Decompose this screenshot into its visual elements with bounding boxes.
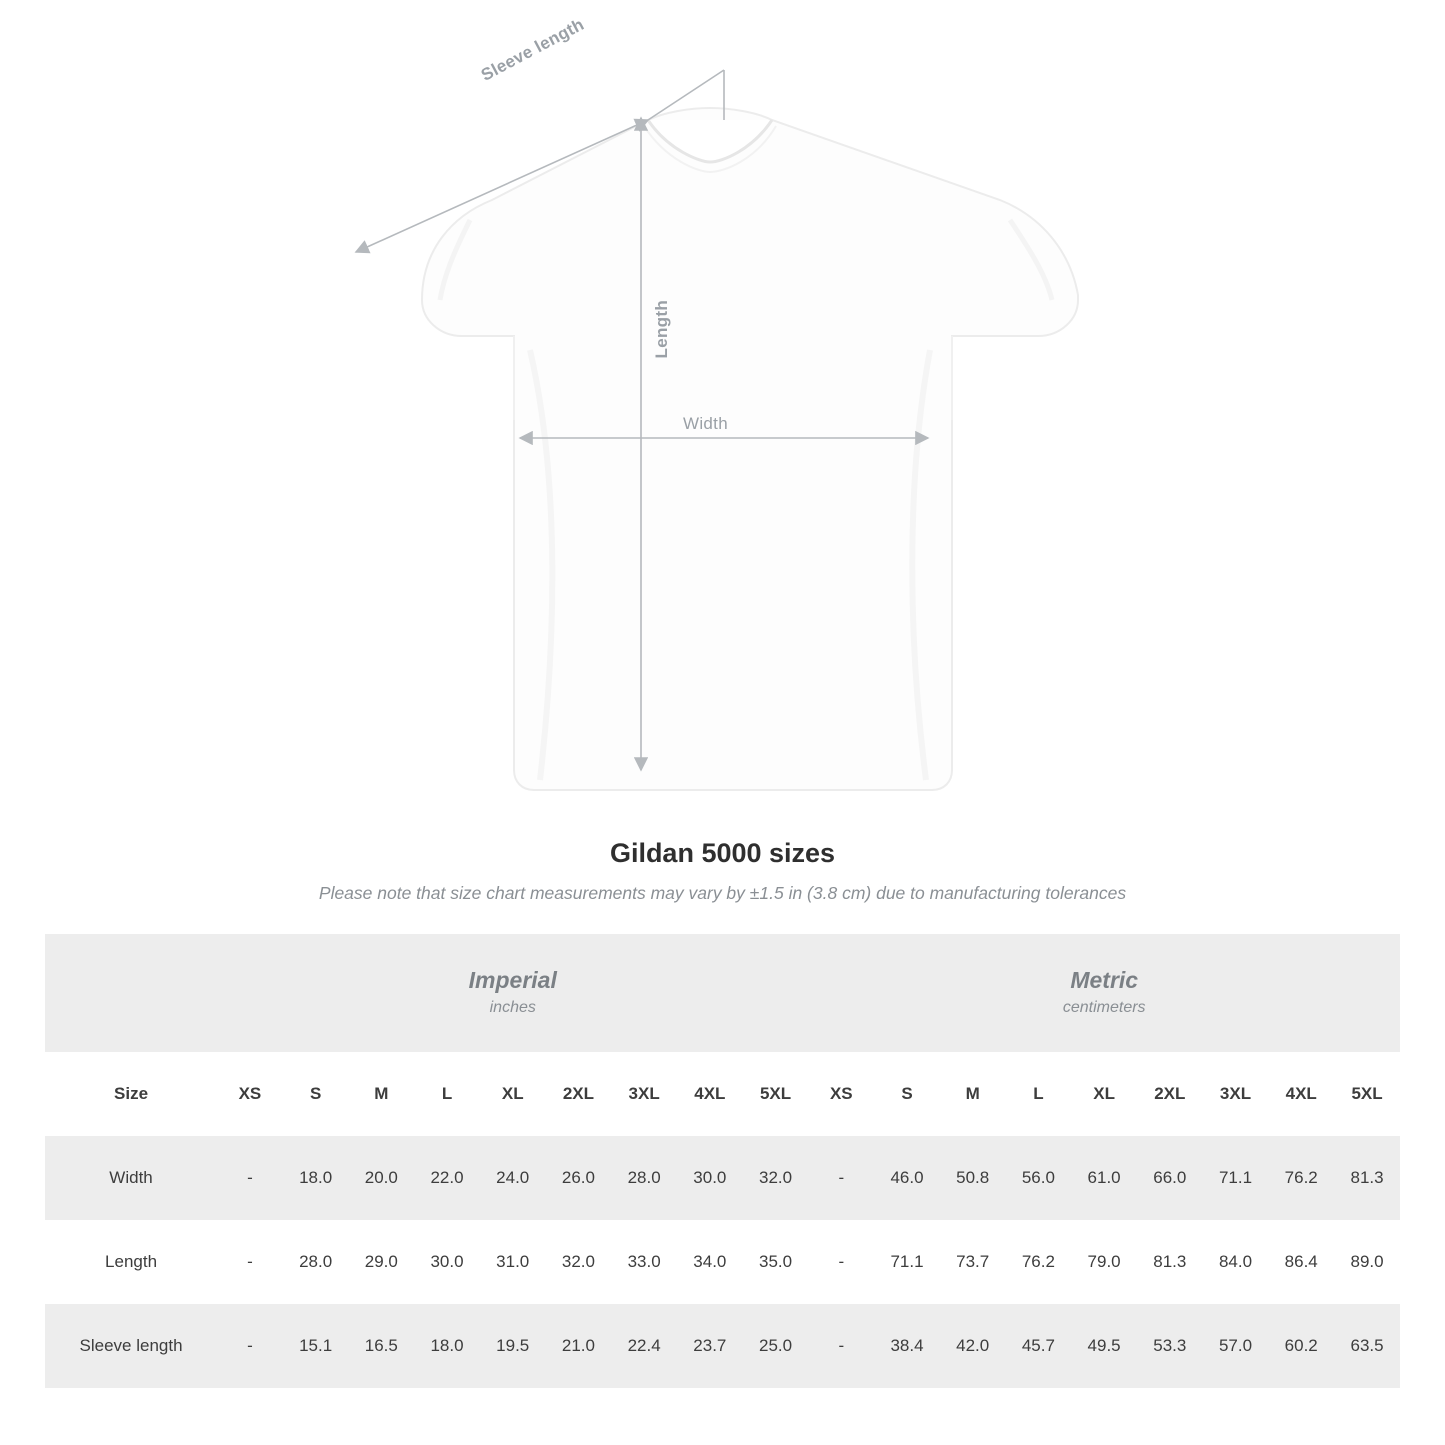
cell-width-imp-4xl: 30.0 <box>677 1136 743 1220</box>
cell-length-met-m: 73.7 <box>940 1220 1006 1304</box>
size-header-met-4xl: 4XL <box>1268 1052 1334 1136</box>
size-header-met-l: L <box>1006 1052 1072 1136</box>
cell-length-imp-2xl: 32.0 <box>546 1220 612 1304</box>
cell-sleeve-met-2xl: 53.3 <box>1137 1304 1203 1388</box>
cell-length-met-3xl: 84.0 <box>1203 1220 1269 1304</box>
cell-width-met-s: 46.0 <box>874 1136 940 1220</box>
cell-width-met-l: 56.0 <box>1006 1136 1072 1220</box>
system-name-metric: Metric <box>1070 966 1139 993</box>
table-row <box>45 1136 1400 1220</box>
row-label-length: Length <box>45 1220 217 1304</box>
cell-length-imp-3xl: 33.0 <box>611 1220 677 1304</box>
title-block <box>0 838 1445 904</box>
cell-width-met-xl: 61.0 <box>1071 1136 1137 1220</box>
cell-sleeve-imp-xs: - <box>217 1304 283 1388</box>
system-name-imperial: Imperial <box>468 966 557 993</box>
size-column-label: Size <box>45 1052 217 1136</box>
size-header-met-5xl: 5XL <box>1334 1052 1400 1136</box>
size-header-imp-xs: XS <box>217 1052 283 1136</box>
cell-width-imp-3xl: 28.0 <box>611 1136 677 1220</box>
table-row <box>45 1304 1400 1388</box>
cell-width-met-m: 50.8 <box>940 1136 1006 1220</box>
cell-length-met-xl: 79.0 <box>1071 1220 1137 1304</box>
size-header-met-xl: XL <box>1071 1052 1137 1136</box>
size-table-wrap <box>45 934 1400 1388</box>
width-label: Width <box>683 414 728 433</box>
size-table <box>45 934 1400 1388</box>
cell-width-met-4xl: 76.2 <box>1268 1136 1334 1220</box>
cell-width-imp-2xl: 26.0 <box>546 1136 612 1220</box>
size-header-row <box>45 1052 1400 1136</box>
cell-sleeve-imp-m: 16.5 <box>348 1304 414 1388</box>
size-header-imp-5xl: 5XL <box>743 1052 809 1136</box>
system-header-imperial <box>217 934 808 1052</box>
cell-sleeve-imp-s: 15.1 <box>283 1304 349 1388</box>
table-row <box>45 1220 1400 1304</box>
cell-width-imp-xl: 24.0 <box>480 1136 546 1220</box>
cell-width-met-2xl: 66.0 <box>1137 1136 1203 1220</box>
cell-sleeve-met-m: 42.0 <box>940 1304 1006 1388</box>
cell-length-imp-xs: - <box>217 1220 283 1304</box>
size-header-met-s: S <box>874 1052 940 1136</box>
cell-width-imp-l: 22.0 <box>414 1136 480 1220</box>
cell-width-met-xs: - <box>808 1136 874 1220</box>
system-unit-metric: centimeters <box>1062 998 1146 1016</box>
cell-width-imp-xs: - <box>217 1136 283 1220</box>
cell-sleeve-imp-l: 18.0 <box>414 1304 480 1388</box>
size-header-met-2xl: 2XL <box>1137 1052 1203 1136</box>
system-header-row <box>45 934 1400 1052</box>
row-label-width: Width <box>45 1136 217 1220</box>
length-label: Length <box>652 300 671 359</box>
cell-length-met-4xl: 86.4 <box>1268 1220 1334 1304</box>
cell-length-imp-5xl: 35.0 <box>743 1220 809 1304</box>
cell-width-imp-5xl: 32.0 <box>743 1136 809 1220</box>
cell-width-met-5xl: 81.3 <box>1334 1136 1400 1220</box>
cell-length-met-2xl: 81.3 <box>1137 1220 1203 1304</box>
cell-width-imp-m: 20.0 <box>348 1136 414 1220</box>
sleeve-length-label: Sleeve length <box>478 14 588 85</box>
size-header-imp-xl: XL <box>480 1052 546 1136</box>
cell-length-imp-s: 28.0 <box>283 1220 349 1304</box>
cell-sleeve-imp-5xl: 25.0 <box>743 1304 809 1388</box>
size-header-imp-3xl: 3XL <box>611 1052 677 1136</box>
cell-sleeve-met-l: 45.7 <box>1006 1304 1072 1388</box>
cell-length-met-l: 76.2 <box>1006 1220 1072 1304</box>
system-unit-imperial: inches <box>489 998 536 1016</box>
system-header-spacer <box>45 934 217 1052</box>
cell-sleeve-met-3xl: 57.0 <box>1203 1304 1269 1388</box>
cell-length-met-xs: - <box>808 1220 874 1304</box>
cell-sleeve-imp-2xl: 21.0 <box>546 1304 612 1388</box>
cell-length-met-s: 71.1 <box>874 1220 940 1304</box>
cell-sleeve-met-4xl: 60.2 <box>1268 1304 1334 1388</box>
system-header-metric <box>808 934 1400 1052</box>
row-label-sleeve-length: Sleeve length <box>45 1304 217 1388</box>
cell-width-imp-s: 18.0 <box>283 1136 349 1220</box>
size-header-met-xs: XS <box>808 1052 874 1136</box>
cell-sleeve-met-5xl: 63.5 <box>1334 1304 1400 1388</box>
cell-length-imp-xl: 31.0 <box>480 1220 546 1304</box>
tolerance-note: Please note that size chart measurements may vary by ±1.5 in (3.8 cm) due to manufacturing tolerances <box>318 883 1127 903</box>
cell-sleeve-imp-4xl: 23.7 <box>677 1304 743 1388</box>
cell-sleeve-met-s: 38.4 <box>874 1304 940 1388</box>
page-title: Gildan 5000 sizes <box>609 838 836 868</box>
size-header-imp-4xl: 4XL <box>677 1052 743 1136</box>
tshirt-shape <box>422 108 1078 790</box>
cell-length-imp-m: 29.0 <box>348 1220 414 1304</box>
size-header-imp-2xl: 2XL <box>546 1052 612 1136</box>
cell-length-imp-l: 30.0 <box>414 1220 480 1304</box>
size-header-imp-s: S <box>283 1052 349 1136</box>
cell-sleeve-imp-3xl: 22.4 <box>611 1304 677 1388</box>
cell-length-imp-4xl: 34.0 <box>677 1220 743 1304</box>
size-header-met-m: M <box>940 1052 1006 1136</box>
cell-width-met-3xl: 71.1 <box>1203 1136 1269 1220</box>
cell-sleeve-met-xl: 49.5 <box>1071 1304 1137 1388</box>
size-header-imp-m: M <box>348 1052 414 1136</box>
cell-sleeve-imp-xl: 19.5 <box>480 1304 546 1388</box>
cell-sleeve-met-xs: - <box>808 1304 874 1388</box>
cell-length-met-5xl: 89.0 <box>1334 1220 1400 1304</box>
size-header-imp-l: L <box>414 1052 480 1136</box>
size-header-met-3xl: 3XL <box>1203 1052 1269 1136</box>
